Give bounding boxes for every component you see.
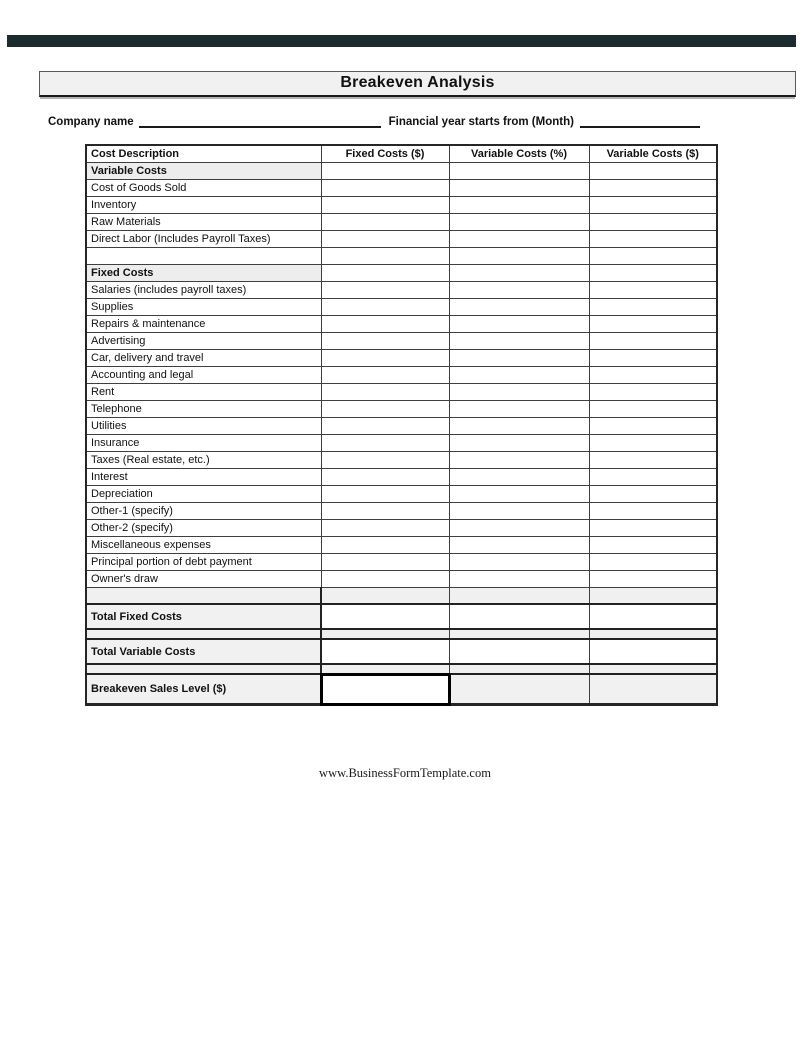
- top-divider-bar: [7, 35, 796, 47]
- value-input-cell[interactable]: [449, 179, 589, 196]
- empty-grid-cell: [321, 664, 449, 674]
- form-title-box: [39, 71, 796, 97]
- value-input-cell[interactable]: [321, 179, 449, 196]
- value-input-cell[interactable]: [449, 639, 589, 664]
- empty-grid-cell: [449, 587, 589, 604]
- table-row-accounting-and-legal: [86, 366, 717, 383]
- table-row-total-fixed-costs: [86, 604, 717, 629]
- value-input-cell[interactable]: [321, 417, 449, 434]
- company-name-field[interactable]: [139, 115, 381, 128]
- value-input-cell[interactable]: [321, 553, 449, 570]
- table-row-sep: [86, 664, 717, 674]
- cost-description-cell: Advertising: [86, 332, 321, 349]
- table-row-sep: [86, 629, 717, 639]
- value-input-cell[interactable]: [321, 366, 449, 383]
- fiscal-year-label: Financial year starts from (Month): [388, 116, 574, 128]
- empty-grid-cell: [589, 587, 717, 604]
- value-input-cell[interactable]: [589, 400, 717, 417]
- value-input-cell[interactable]: [321, 349, 449, 366]
- value-input-cell[interactable]: [321, 604, 449, 629]
- value-input-cell[interactable]: [449, 349, 589, 366]
- cost-description-cell: Telephone: [86, 400, 321, 417]
- value-input-cell[interactable]: [449, 468, 589, 485]
- empty-grid-cell: [321, 264, 449, 281]
- form-header-fields: [48, 111, 770, 128]
- cost-description-cell: Interest: [86, 468, 321, 485]
- value-input-cell[interactable]: [321, 315, 449, 332]
- value-input-cell[interactable]: [589, 451, 717, 468]
- cost-description-cell: [86, 664, 321, 674]
- value-input-cell[interactable]: [321, 639, 449, 664]
- value-input-cell[interactable]: [589, 536, 717, 553]
- value-input-cell[interactable]: [321, 332, 449, 349]
- cost-description-cell: Breakeven Sales Level ($): [86, 674, 321, 704]
- empty-grid-cell: [321, 247, 449, 264]
- value-input-cell[interactable]: [449, 400, 589, 417]
- table-row-cost-of-goods-sold: [86, 179, 717, 196]
- value-input-cell[interactable]: [321, 196, 449, 213]
- company-name-label: Company name: [48, 116, 134, 128]
- table-row-taxes-real-estate-etc: [86, 451, 717, 468]
- value-input-cell[interactable]: [589, 230, 717, 247]
- table-row-interest: [86, 468, 717, 485]
- value-input-cell[interactable]: [449, 332, 589, 349]
- table-row-other-2-specify: [86, 519, 717, 536]
- value-input-cell[interactable]: [589, 519, 717, 536]
- value-input-cell[interactable]: [449, 604, 589, 629]
- table-header-row: [86, 145, 717, 162]
- value-input-cell[interactable]: [589, 179, 717, 196]
- empty-grid-cell: [449, 247, 589, 264]
- value-input-cell[interactable]: [589, 332, 717, 349]
- table-row-blank: [86, 247, 717, 264]
- value-input-cell[interactable]: [449, 417, 589, 434]
- cost-description-cell: Supplies: [86, 298, 321, 315]
- cost-description-cell: Depreciation: [86, 485, 321, 502]
- value-input-cell[interactable]: [589, 315, 717, 332]
- table-row-total-variable-costs: [86, 639, 717, 664]
- table-row-insurance: [86, 434, 717, 451]
- table-row-telephone: [86, 400, 717, 417]
- value-input-cell[interactable]: [449, 434, 589, 451]
- cost-description-cell: Utilities: [86, 417, 321, 434]
- value-input-cell[interactable]: [449, 230, 589, 247]
- empty-grid-cell: [321, 629, 449, 639]
- cost-description-cell: [86, 587, 321, 604]
- cost-description-cell: Insurance: [86, 434, 321, 451]
- cost-description-cell: Car, delivery and travel: [86, 349, 321, 366]
- cost-description-cell: Total Fixed Costs: [86, 604, 321, 629]
- table-row-depreciation: [86, 485, 717, 502]
- value-input-cell[interactable]: [321, 451, 449, 468]
- table-row-variable-costs: [86, 162, 717, 179]
- cost-description-cell: Cost of Goods Sold: [86, 179, 321, 196]
- footer-url: www.BusinessFormTemplate.com: [319, 766, 491, 780]
- value-input-cell[interactable]: [321, 485, 449, 502]
- empty-grid-cell: [589, 664, 717, 674]
- column-header-1: Fixed Costs ($): [321, 145, 449, 162]
- cost-description-cell: Other-1 (specify): [86, 502, 321, 519]
- empty-grid-cell: [589, 674, 717, 704]
- value-input-cell[interactable]: [589, 366, 717, 383]
- value-input-cell[interactable]: [321, 502, 449, 519]
- table-row-salaries-includes-payroll-taxes: [86, 281, 717, 298]
- value-input-cell[interactable]: [321, 281, 449, 298]
- value-input-cell[interactable]: [589, 298, 717, 315]
- value-input-cell[interactable]: [449, 383, 589, 400]
- cost-description-cell: Accounting and legal: [86, 366, 321, 383]
- value-input-cell[interactable]: [449, 485, 589, 502]
- table-row-breakeven-sales-level: [86, 674, 717, 704]
- table-row-blank-gray: [86, 587, 717, 604]
- value-input-cell[interactable]: [449, 281, 589, 298]
- empty-grid-cell: [449, 664, 589, 674]
- value-input-cell[interactable]: [321, 674, 449, 704]
- value-input-cell[interactable]: [589, 383, 717, 400]
- column-header-3: Variable Costs ($): [589, 145, 717, 162]
- cost-description-cell: Salaries (includes payroll taxes): [86, 281, 321, 298]
- empty-grid-cell: [589, 629, 717, 639]
- table-row-other-1-specify: [86, 502, 717, 519]
- value-input-cell[interactable]: [449, 502, 589, 519]
- breakeven-table: [85, 144, 718, 706]
- value-input-cell[interactable]: [589, 417, 717, 434]
- value-input-cell[interactable]: [321, 383, 449, 400]
- column-header-2: Variable Costs (%): [449, 145, 589, 162]
- value-input-cell[interactable]: [449, 519, 589, 536]
- column-header-cost-description: Cost Description: [86, 145, 321, 162]
- value-input-cell[interactable]: [589, 213, 717, 230]
- value-input-cell[interactable]: [589, 196, 717, 213]
- empty-grid-cell: [449, 162, 589, 179]
- value-input-cell[interactable]: [589, 349, 717, 366]
- empty-grid-cell: [321, 587, 449, 604]
- value-input-cell[interactable]: [449, 570, 589, 587]
- empty-grid-cell: [589, 162, 717, 179]
- table-row-direct-labor-includes-payroll-taxes: [86, 230, 717, 247]
- empty-grid-cell: [449, 629, 589, 639]
- value-input-cell[interactable]: [449, 366, 589, 383]
- empty-grid-cell: [321, 162, 449, 179]
- value-input-cell[interactable]: [321, 230, 449, 247]
- value-input-cell[interactable]: [321, 519, 449, 536]
- value-input-cell[interactable]: [589, 468, 717, 485]
- cost-description-cell: Raw Materials: [86, 213, 321, 230]
- cost-description-cell: Taxes (Real estate, etc.): [86, 451, 321, 468]
- value-input-cell[interactable]: [449, 298, 589, 315]
- cost-description-cell: Variable Costs: [86, 162, 321, 179]
- empty-grid-cell: [449, 264, 589, 281]
- value-input-cell[interactable]: [321, 536, 449, 553]
- table-row-principal-portion-of-debt-payment: [86, 553, 717, 570]
- table-row-advertising: [86, 332, 717, 349]
- empty-grid-cell: [449, 674, 589, 704]
- cost-description-cell: Rent: [86, 383, 321, 400]
- value-input-cell[interactable]: [589, 485, 717, 502]
- value-input-cell[interactable]: [321, 400, 449, 417]
- cost-description-cell: Total Variable Costs: [86, 639, 321, 664]
- value-input-cell[interactable]: [589, 570, 717, 587]
- table-row-owner-s-draw: [86, 570, 717, 587]
- table-row-utilities: [86, 417, 717, 434]
- value-input-cell[interactable]: [321, 468, 449, 485]
- table-row-inventory: [86, 196, 717, 213]
- table-row-raw-materials: [86, 213, 717, 230]
- empty-grid-cell: [589, 264, 717, 281]
- table-row-supplies: [86, 298, 717, 315]
- value-input-cell[interactable]: [589, 553, 717, 570]
- value-input-cell[interactable]: [321, 570, 449, 587]
- value-input-cell[interactable]: [449, 553, 589, 570]
- value-input-cell[interactable]: [449, 213, 589, 230]
- cost-description-cell: [86, 247, 321, 264]
- value-input-cell[interactable]: [589, 604, 717, 629]
- value-input-cell[interactable]: [449, 315, 589, 332]
- cost-description-cell: Other-2 (specify): [86, 519, 321, 536]
- table-row-car-delivery-and-travel: [86, 349, 717, 366]
- cost-description-cell: Repairs & maintenance: [86, 315, 321, 332]
- value-input-cell[interactable]: [589, 502, 717, 519]
- value-input-cell[interactable]: [449, 536, 589, 553]
- table-row-repairs-maintenance: [86, 315, 717, 332]
- cost-description-cell: Principal portion of debt payment: [86, 553, 321, 570]
- table-row-rent: [86, 383, 717, 400]
- value-input-cell[interactable]: [449, 196, 589, 213]
- cost-description-cell: Miscellaneous expenses: [86, 536, 321, 553]
- page-title: Breakeven Analysis: [340, 74, 495, 91]
- value-input-cell[interactable]: [589, 281, 717, 298]
- cost-description-cell: Owner's draw: [86, 570, 321, 587]
- table-row-fixed-costs: [86, 264, 717, 281]
- cost-description-cell: Inventory: [86, 196, 321, 213]
- value-input-cell[interactable]: [321, 434, 449, 451]
- cost-description-cell: Direct Labor (Includes Payroll Taxes): [86, 230, 321, 247]
- empty-grid-cell: [589, 247, 717, 264]
- value-input-cell[interactable]: [589, 434, 717, 451]
- table-row-miscellaneous-expenses: [86, 536, 717, 553]
- fiscal-month-field[interactable]: [580, 115, 700, 128]
- value-input-cell[interactable]: [321, 298, 449, 315]
- value-input-cell[interactable]: [449, 451, 589, 468]
- cost-description-cell: Fixed Costs: [86, 264, 321, 281]
- cost-description-cell: [86, 629, 321, 639]
- value-input-cell[interactable]: [321, 213, 449, 230]
- value-input-cell[interactable]: [589, 639, 717, 664]
